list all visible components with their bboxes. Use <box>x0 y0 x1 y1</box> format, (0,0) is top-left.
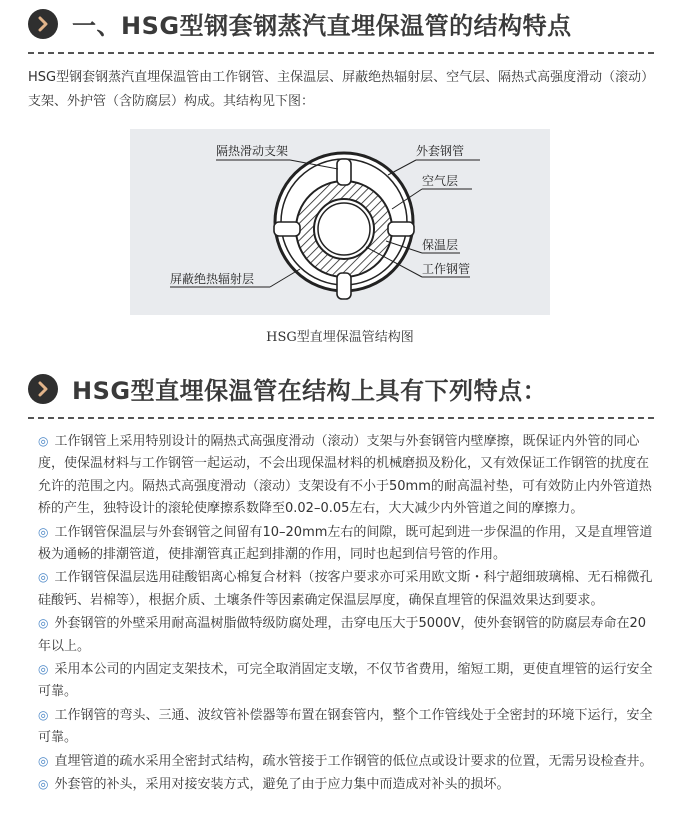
feature-text: 工作钢管保温层选用硅酸铝离心棉复合材料（按客户要求亦可采用欧文斯・科宁超细玻璃棉、无石棉微孔硅酸钙、岩棉等），根据介质、土壤条件等因素确定保温层厚度，确保直埋管的保温效果达到要求。 <box>38 570 653 608</box>
list-item <box>38 521 656 567</box>
bullet-circle-icon: ◎ <box>38 777 49 792</box>
label-outer-pipe: 外套钢管 <box>416 144 465 158</box>
list-item <box>38 750 656 773</box>
section-2-heading <box>28 371 547 406</box>
section-1-title: 一、HSG型钢套钢蒸汽直埋保温管的结构特点 <box>72 12 572 40</box>
list-item <box>38 658 656 704</box>
bullet-circle-icon: ◎ <box>38 662 49 677</box>
list-item <box>38 430 656 521</box>
section-1-divider <box>28 52 654 54</box>
feature-list <box>38 430 656 797</box>
section-2-title: HSG型直埋保温管在结构上具有下列特点： <box>72 377 548 405</box>
bullet-circle-icon: ◎ <box>38 753 49 768</box>
label-support: 隔热滑动支架 <box>216 144 289 158</box>
feature-text: 采用本公司的内固定支架技术，可完全取消固定支墩，不仅节省费用，缩短工期，更使直埋管的运行安全可靠。 <box>38 662 653 700</box>
pipe-structure-figure <box>130 129 550 315</box>
chevron-right-icon <box>28 9 58 39</box>
section-1-heading <box>28 6 572 41</box>
label-air-layer: 空气层 <box>422 174 459 188</box>
bullet-circle-icon: ◎ <box>38 570 49 585</box>
chevron-right-icon <box>28 374 58 404</box>
section-2-divider <box>28 417 654 419</box>
feature-text: 外套钢管的外壁采用耐高温树脂做特级防腐处理，击穿电压大于5000V，使外套钢管的防腐层寿命在20年以上。 <box>38 616 647 654</box>
list-item <box>38 773 656 796</box>
list-item <box>38 566 656 612</box>
intro-paragraph: HSG型钢套钢蒸汽直埋保温管由工作钢管、主保温层、屏蔽绝热辐射层、空气层、隔热式高强度滑动（滚动）支架、外护管（含防腐层）构成。其结构见下图： <box>28 70 648 109</box>
label-work-pipe: 工作钢管 <box>422 262 471 276</box>
feature-text: 外套管的补头，采用对接安装方式，避免了由于应力集中而造成对补头的损坏。 <box>54 777 510 793</box>
figure-caption: HSG型直埋保温管结构图 <box>266 330 414 345</box>
bullet-circle-icon: ◎ <box>38 524 49 539</box>
label-insulation: 保温层 <box>422 238 459 252</box>
feature-text: 工作钢管的弯头、三通、波纹管补偿器等布置在钢套管内，整个工作管线处于全密封的环境下运行，安全可靠。 <box>38 707 653 746</box>
list-item <box>38 704 656 750</box>
feature-text: 工作钢管保温层与外套钢管之间留有10–20mm左右的间隙，既可起到进一步保温的作用，又是直埋管道极为通畅的排潮管道，使排潮管真正起到排潮的作用，同时也起到信号管的作用。 <box>38 524 653 563</box>
bullet-circle-icon: ◎ <box>38 434 49 448</box>
label-shield: 屏蔽绝热辐射层 <box>170 272 255 286</box>
feature-text: 直埋管道的疏水采用全密封式结构，疏水管接于工作钢管的低位点或设计要求的位置，无需另设检查井。 <box>54 753 653 769</box>
bullet-circle-icon: ◎ <box>38 616 49 631</box>
list-item <box>38 612 656 658</box>
feature-text: 工作钢管上采用特别设计的隔热式高强度滑动（滚动）支架与外套钢管内壁摩擦，既保证内外管的同心度，使保温材料与工作钢管一起运动，不会出现保温材料的机械磨损及粉化，又有效保证工作钢管的扰度在允许的范围之内。隔热式高强度滑动（滚动）支架设有不小于50mm的耐高温衬垫，可有效防止内外管道热桥的产生，独特设计的滚轮使摩擦系数降至0.02–0.05左右，大大减少内外管道之间的摩擦力。 <box>38 434 652 517</box>
bullet-circle-icon: ◎ <box>38 707 49 722</box>
